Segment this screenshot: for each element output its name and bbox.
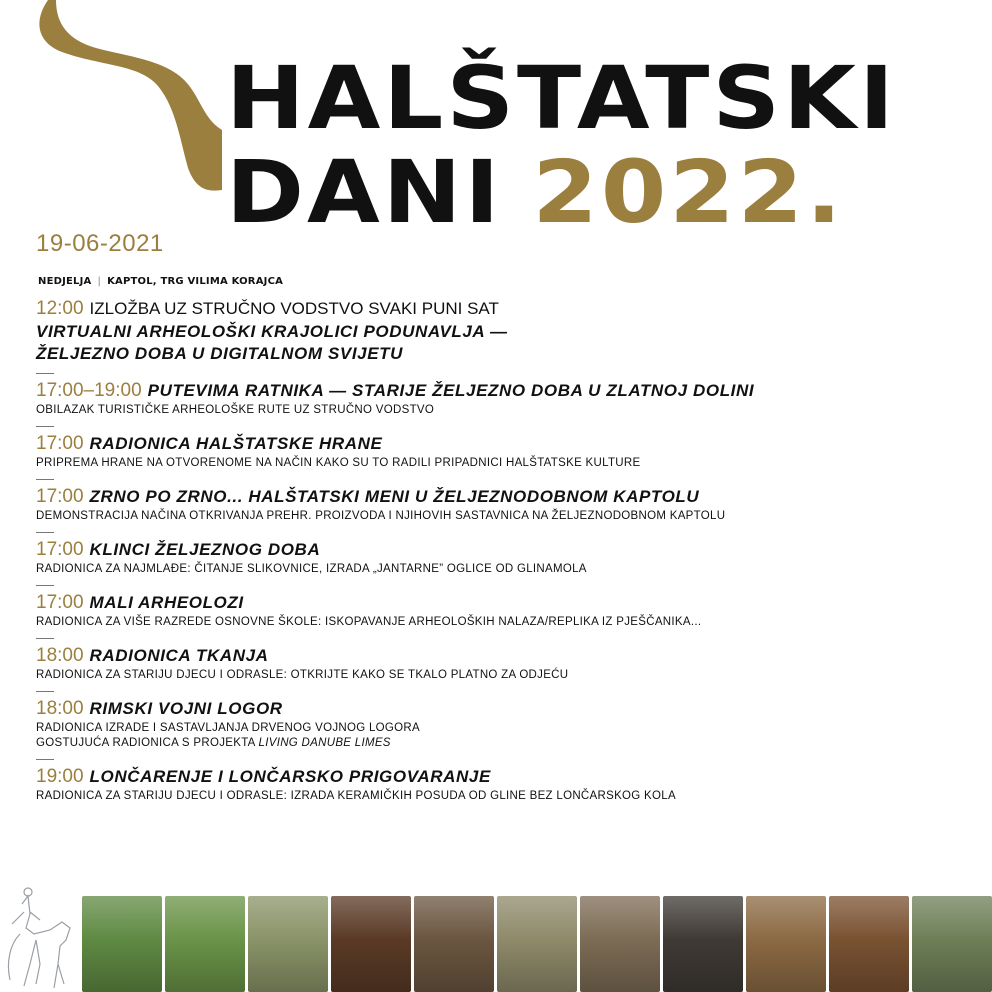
event-description: RADIONICA IZRADE I SASTAVLJANJA DRVENOG VOJNOG LOGORA bbox=[36, 722, 420, 734]
schedule-item bbox=[36, 645, 976, 684]
schedule bbox=[36, 298, 976, 805]
project-name: LIVING DANUBE LIMES bbox=[258, 737, 391, 749]
event-description: RADIONICA ZA NAJMLAĐE: ČITANJE SLIKOVNICE, IZRADA „JANTARNE” OGLICE OD GLINAMOLA bbox=[36, 563, 587, 575]
event-title: RADIONICA TKANJA bbox=[89, 646, 269, 665]
first-event-intro: IZLOŽBA UZ STRUČNO VODSTVO SVAKI PUNI SAT bbox=[89, 299, 499, 318]
event-time: 12:00 bbox=[36, 298, 84, 319]
axe-artifact-photo bbox=[414, 896, 494, 992]
venue-line bbox=[38, 276, 283, 287]
schedule-item bbox=[36, 433, 976, 472]
divider bbox=[36, 373, 54, 374]
divider bbox=[36, 479, 54, 480]
excavation-photo bbox=[248, 896, 328, 992]
event-time: 17:00 bbox=[36, 592, 84, 613]
location-label: KAPTOL, TRG VILIMA KORAJCA bbox=[107, 276, 284, 287]
event-heading bbox=[36, 766, 976, 788]
event-heading bbox=[36, 592, 976, 614]
schedule-item bbox=[36, 380, 976, 419]
event-description: OBILAZAK TURISTIČKE ARHEOLOŠKE RUTE UZ STRUČNO VODSTVO bbox=[36, 404, 435, 416]
divider bbox=[36, 532, 54, 533]
horse-rider-icon bbox=[0, 884, 80, 992]
divider bbox=[36, 691, 54, 692]
event-title: LONČARENJE I LONČARSKO PRIGOVARANJE bbox=[89, 767, 491, 786]
schedule-item bbox=[36, 698, 976, 752]
village-field-photo bbox=[497, 896, 577, 992]
event-description: DEMONSTRACIJA NAČINA OTKRIVANJA PREHR. PROIZVODA I NJIHOVIH SASTAVNICA NA ŽELJEZNODOBNOM KAPTOLU bbox=[36, 510, 726, 522]
schedule-item bbox=[36, 766, 976, 805]
divider bbox=[36, 759, 54, 760]
event-year: 2022. bbox=[532, 142, 845, 243]
event-title: MALI ARHEOLOZI bbox=[89, 593, 244, 612]
workshop-people-photo bbox=[580, 896, 660, 992]
schedule-item bbox=[36, 539, 976, 578]
outdoor-cooking-photo bbox=[912, 896, 992, 992]
day-label: NEDJELJA bbox=[38, 276, 92, 287]
divider bbox=[36, 638, 54, 639]
cauldron-fire-photo bbox=[663, 896, 743, 992]
divider bbox=[36, 585, 54, 586]
event-description-2 bbox=[36, 737, 976, 752]
schedule-item bbox=[36, 592, 976, 631]
event-heading bbox=[36, 539, 976, 561]
divider bbox=[36, 426, 54, 427]
event-heading bbox=[36, 380, 976, 402]
event-time: 17:00 bbox=[36, 486, 84, 507]
event-time: 19:00 bbox=[36, 766, 84, 787]
first-event-line bbox=[36, 298, 976, 322]
food-table-photo bbox=[829, 896, 909, 992]
event-title: PUTEVIMA RATNIKA — STARIJE ŽELJEZNO DOBA U ZLATNOJ DOLINI bbox=[147, 381, 755, 400]
event-time: 17:00 bbox=[36, 433, 84, 454]
first-event-title-1: VIRTUALNI ARHEOLOŠKI KRAJOLICI PODUNAVLJA — bbox=[36, 322, 508, 341]
landscape-photo bbox=[165, 896, 245, 992]
event-description-prefix: GOSTUJUĆA RADIONICA S PROJEKTA bbox=[36, 737, 259, 749]
event-title: ZRNO PO ZRNO... HALŠTATSKI MENI U ŽELJEZNODOBNOM KAPTOLU bbox=[89, 487, 700, 506]
event-description: RADIONICA ZA STARIJU DJECU I ODRASLE: IZRADA KERAMIČKIH POSUDA OD GLINE BEZ LONČARSKOG KOLA bbox=[36, 790, 676, 802]
event-heading bbox=[36, 433, 976, 455]
event-time: 18:00 bbox=[36, 698, 84, 719]
event-time: 17:00–19:00 bbox=[36, 380, 142, 401]
landscape-photo bbox=[82, 896, 162, 992]
event-description: RADIONICA ZA STARIJU DJECU I ODRASLE: OTKRIJTE KAKO SE TKALO PLATNO ZA ODJEĆU bbox=[36, 669, 569, 681]
schedule-item bbox=[36, 298, 976, 366]
event-date: 19-06-2021 bbox=[36, 230, 164, 257]
food-table-photo bbox=[746, 896, 826, 992]
first-event-title-2: ŽELJEZNO DOBA U DIGITALNOM SVIJETU bbox=[36, 344, 404, 363]
bull-horn-icon bbox=[30, 0, 230, 200]
event-title-line1: HALŠTATSKI bbox=[226, 48, 897, 149]
photo-strip bbox=[0, 884, 992, 992]
event-heading bbox=[36, 645, 976, 667]
event-heading bbox=[36, 698, 976, 720]
event-title-line2 bbox=[226, 142, 845, 243]
event-title: RIMSKI VOJNI LOGOR bbox=[89, 699, 283, 718]
event-title: RADIONICA HALŠTATSKE HRANE bbox=[89, 434, 383, 453]
venue-separator: | bbox=[97, 276, 102, 287]
event-description: RADIONICA ZA VIŠE RAZREDE OSNOVNE ŠKOLE: ISKOPAVANJE ARHEOLOŠKIH NALAZA/REPLIKA IZ PJEŠČANIKA... bbox=[36, 616, 702, 628]
event-heading bbox=[36, 486, 976, 508]
hands-clay-photo bbox=[331, 896, 411, 992]
events-list bbox=[36, 380, 976, 805]
event-time: 17:00 bbox=[36, 539, 84, 560]
event-title: KLINCI ŽELJEZNOG DOBA bbox=[89, 540, 321, 559]
schedule-item bbox=[36, 486, 976, 525]
event-description: PRIPREMA HRANE NA OTVORENOME NA NAČIN KAKO SU TO RADILI PRIPADNICI HALŠTATSKE KULTURE bbox=[36, 457, 641, 469]
event-time: 18:00 bbox=[36, 645, 84, 666]
event-title-dani: DANI bbox=[226, 142, 503, 243]
